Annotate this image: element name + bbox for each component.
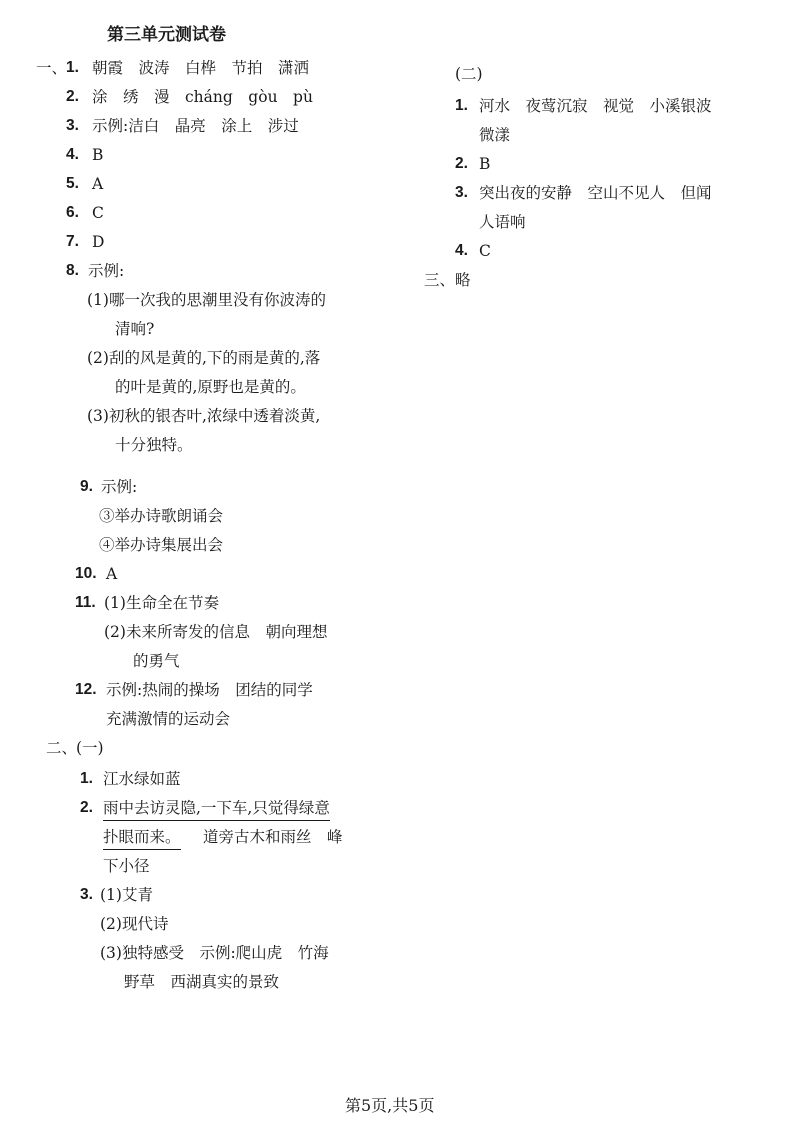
p2-q2-line3: 下小径 xyxy=(103,857,150,875)
q7-number: 7. xyxy=(66,233,79,250)
q8-sub1-line1: (1)哪一次我的思潮里没有你波涛的 xyxy=(87,291,326,309)
p2b-q1-line2: 微漾 xyxy=(479,126,511,144)
p2-q2-number: 2. xyxy=(80,799,93,816)
p2b-q1-line1: 河水 夜莺沉寂 视觉 小溪银波 xyxy=(479,97,712,115)
q11-line2: (2)未来所寄发的信息 朝向理想 xyxy=(104,623,328,641)
q8-number: 8. xyxy=(66,262,79,279)
q1-number: 1. xyxy=(66,59,79,76)
q11-number: 11. xyxy=(75,594,96,611)
q9-number: 9. xyxy=(80,478,93,495)
q12-line1: 示例:热闹的操场 团结的同学 xyxy=(106,681,313,699)
q10-answer: A xyxy=(106,565,118,583)
q7-answer: D xyxy=(92,233,105,251)
section-three-answer: 略 xyxy=(455,271,471,289)
q8-answer-intro: 示例: xyxy=(88,262,125,280)
p2-q1-number: 1. xyxy=(80,770,93,787)
q8-sub2-line1: (2)刮的风是黄的,下的雨是黄的,落 xyxy=(87,349,321,367)
q9-answer-intro: 示例: xyxy=(101,478,138,496)
q4-answer: B xyxy=(92,146,104,164)
p2-q3-number: 3. xyxy=(80,886,93,903)
section-one-label: 一、 xyxy=(36,59,68,77)
q9-line1: ③举办诗歌朗诵会 xyxy=(99,507,224,525)
p2b-q4-number: 4. xyxy=(455,242,468,259)
p2-q3-line2: (2)现代诗 xyxy=(100,915,169,933)
p2b-q2-number: 2. xyxy=(455,155,468,172)
q6-number: 6. xyxy=(66,204,79,221)
p2b-q4-answer: C xyxy=(479,242,491,260)
q4-number: 4. xyxy=(66,146,79,163)
q12-line2: 充满激情的运动会 xyxy=(106,710,231,728)
p2-q2-line2-underlined: 扑眼而来。 xyxy=(103,826,181,850)
p2b-q3-line1: 突出夜的安静 空山不见人 但闻 xyxy=(479,184,712,202)
q6-answer: C xyxy=(92,204,104,222)
p2-q3-line1: (1)艾青 xyxy=(100,886,153,904)
q11-line1: (1)生命全在节奏 xyxy=(104,594,219,612)
q5-number: 5. xyxy=(66,175,79,192)
q11-line3: 的勇气 xyxy=(133,652,180,670)
p2b-q1-number: 1. xyxy=(455,97,468,114)
page-title: 第三单元测试卷 xyxy=(107,25,226,45)
q3-number: 3. xyxy=(66,117,79,134)
p2b-q3-number: 3. xyxy=(455,184,468,201)
section-two-sub2-label: (二) xyxy=(455,65,483,83)
section-three-label: 三、 xyxy=(424,271,456,289)
q10-number: 10. xyxy=(75,565,97,582)
q12-number: 12. xyxy=(75,681,97,698)
q8-sub1-line2: 清响? xyxy=(115,320,155,338)
q5-answer: A xyxy=(92,175,104,193)
q8-sub3-line1: (3)初秋的银杏叶,浓绿中透着淡黄, xyxy=(87,407,321,425)
q2-answer: 涂 绣 漫 cháng gòu pù xyxy=(92,88,313,106)
page-number-footer: 第5页,共5页 xyxy=(345,1096,435,1115)
p2-q2-line1-underlined: 雨中去访灵隐,一下车,只觉得绿意 xyxy=(103,797,330,821)
p2b-q2-answer: B xyxy=(479,155,491,173)
p2-q3-line3: (3)独特感受 示例:爬山虎 竹海 xyxy=(100,944,329,962)
q8-sub3-line2: 十分独特。 xyxy=(115,436,193,454)
section-two-label: 二、 xyxy=(46,739,78,757)
p2-q3-line4: 野草 西湖真实的景致 xyxy=(124,973,280,991)
p2-q1-answer: 江水绿如蓝 xyxy=(103,770,181,788)
q1-answer: 朝霞 波涛 白桦 节拍 潇洒 xyxy=(92,59,310,77)
section-two-sub1-label: (一) xyxy=(76,739,104,757)
q8-sub2-line2: 的叶是黄的,原野也是黄的。 xyxy=(115,378,306,396)
q3-answer: 示例:洁白 晶亮 涂上 涉过 xyxy=(92,117,299,135)
p2-q2-line2-rest: 道旁古木和雨丝 峰 xyxy=(203,828,343,846)
q2-number: 2. xyxy=(66,88,79,105)
p2b-q3-line2: 人语响 xyxy=(479,213,526,231)
q9-line2: ④举办诗集展出会 xyxy=(99,536,224,554)
